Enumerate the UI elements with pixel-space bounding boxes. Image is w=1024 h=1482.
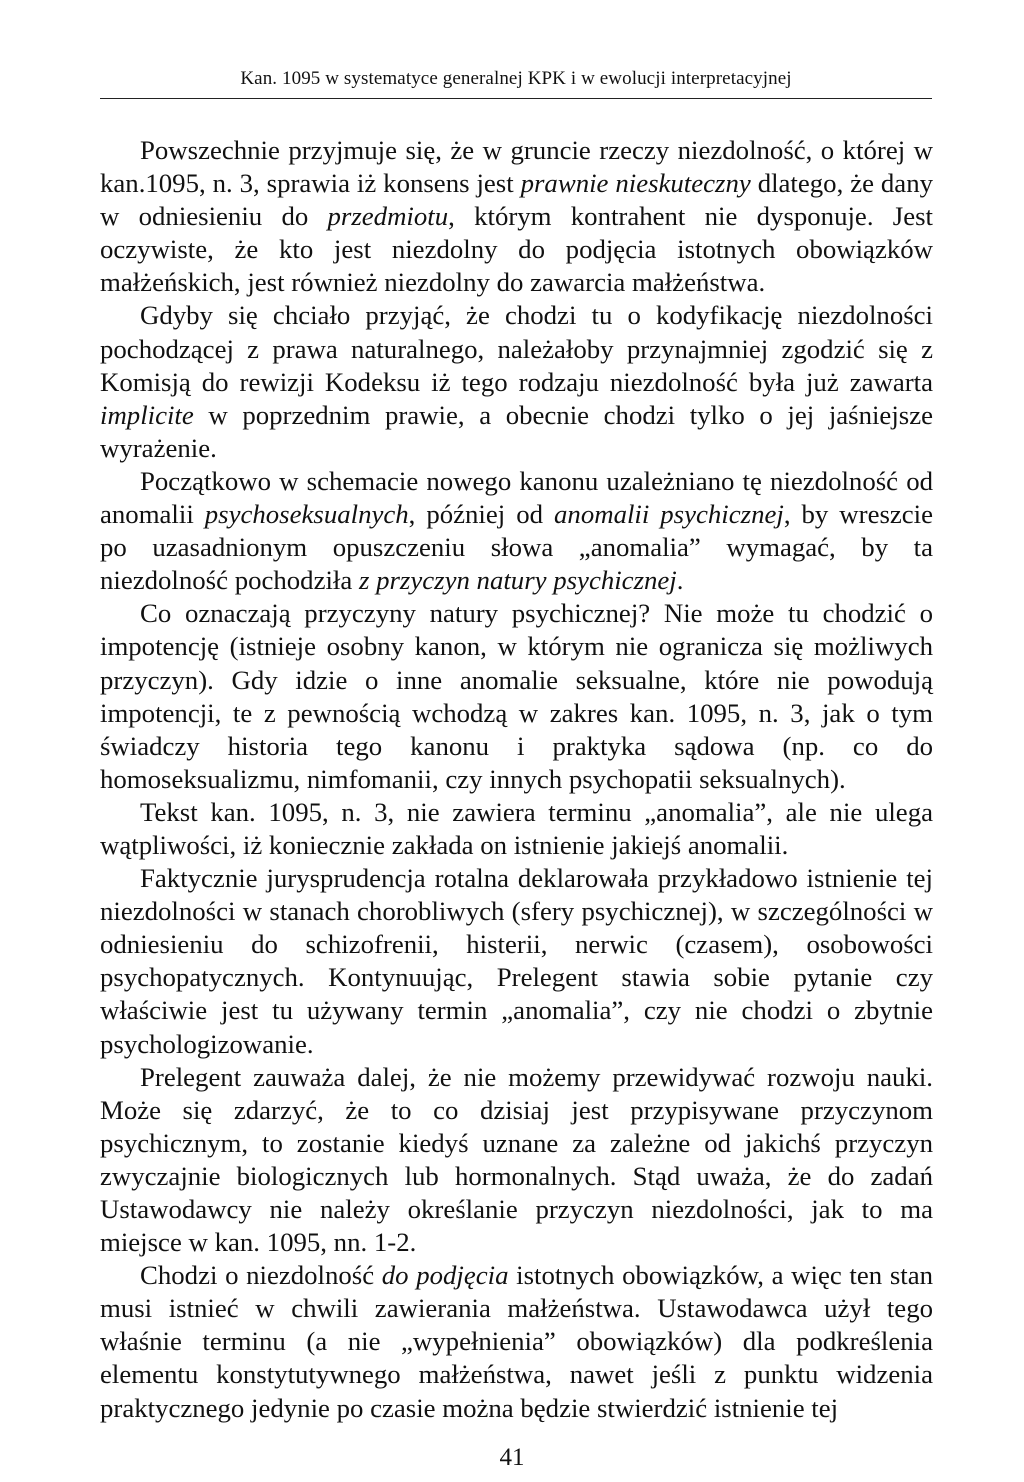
italic-text: psychoseksualnych <box>204 499 409 530</box>
paragraph <box>100 465 933 597</box>
text-run: Chodzi o niezdolność <box>140 1260 382 1291</box>
paragraph <box>100 299 933 464</box>
paragraph <box>100 597 933 796</box>
text-run: Faktycznie jurysprudencja rotalna deklarowała przykładowo istnienie tej niezdolności w stanach chorobliwych (sfery psychicznej), w szczególności w odniesieniu do schizofrenii, histerii, nerwic (czasem), osobowości psychopatycznych. Kontynuując, Prelegent stawia sobie pytanie czy właściwie jest tu używany termin „anomalia”, czy nie chodzi o zbytnie psychologizowanie. <box>100 863 933 1059</box>
italic-text: implicite <box>100 399 194 430</box>
text-run: , by wreszcie po uzasadnionym opuszczeniu słowa „anomalia” wymagać, by ta niezdolność pochodziła <box>100 499 934 596</box>
text-run: Prelegent zauważa dalej, że nie możemy przewidywać rozwoju nauki. Może się zdarzyć, że to co dzisiaj jest przypisywane przyczynom psychicznym, to zostanie kiedyś uznane za zależne od jakichś przyczyn zwyczajnie biologicznych lub hormonalnych. Stąd uważa, że do zadań Ustawodawcy nie należy określanie przyczyn niezdolności, jak to ma miejsce w kan. 1095, nn. 1-2. <box>100 1061 933 1258</box>
italic-text: z przyczyn natury psychicznej <box>358 565 677 596</box>
italic-text: prawnie nieskuteczny <box>520 168 751 199</box>
page-number: 41 <box>499 1444 525 1471</box>
text-run: Co oznaczają przyczyny natury psychicznej? Nie może tu chodzić o impotencję (istnieje osobny kanon, w którym nie ogranicza się możliwych przyczyn). Gdy idzie o inne anomalie seksualne, które nie powodują impotencji, te z pewnością wchodzą w zakres kan. 1095, n. 3, jak o tym świadczy historia tego kanonu i praktyka sądowa (np. co do homoseksualizmu, nimfomanii, czy innych psychopatii seksualnych). <box>100 598 933 794</box>
text-run: , później od <box>408 499 555 530</box>
paragraph <box>100 1061 933 1260</box>
running-header: Kan. 1095 w systematyce generalnej KPK i w ewolucji interpretacyjnej <box>240 68 792 89</box>
italic-text: anomalii psychicznej <box>554 499 784 530</box>
header-divider <box>100 98 932 99</box>
paragraph <box>100 796 933 862</box>
text-run: dlatego, że dany w odniesieniu do <box>100 168 933 232</box>
body-text <box>100 134 933 1425</box>
text-run: Tekst kan. 1095, n. 3, nie zawiera terminu „anomalia”, ale nie ulega wątpliwości, iż koniecznie zakłada on istnienie jakiejś anomalii. <box>100 796 933 860</box>
italic-text: do podjęcia <box>381 1260 509 1291</box>
text-run: Początkowo w schemacie nowego kanonu uzależniano tę niezdolność od anomalii <box>100 465 933 530</box>
text-run: , którym kontrahent nie dysponuje. Jest oczywiste, że kto jest niezdolny do podjęcia istotnych obowiązków małżeńskich, jest również niezdolny do zawarcia małżeństwa. <box>100 201 933 298</box>
text-run: w poprzednim prawie, a obecnie chodzi tylko o jej jaśniejsze wyrażenie. <box>100 399 933 463</box>
paragraph <box>100 1259 933 1424</box>
text-run: istotnych obowiązków, a więc ten stan musi istnieć w chwili zawierania małżeństwa. Ustawodawca użył tego właśnie terminu (a nie „wypełnienia” obowiązków) dla podkreślenia elementu konstytutywnego małżeństwa, nawet jeśli z punktu widzenia praktycznego jedynie po czasie można będzie stwierdzić istnienie tej <box>100 1260 933 1423</box>
paragraph <box>100 862 933 1061</box>
text-run: . <box>676 565 684 596</box>
paragraph <box>100 134 933 299</box>
text-run: Gdyby się chciało przyjąć, że chodzi tu o kodyfikację niezdolności pochodzącej z prawa naturalnego, należałoby przynajmniej zgodzić się z Komisją do rewizji Kodeksu iż tego rodzaju niezdolność była już zawarta <box>100 300 933 397</box>
italic-text: przedmiotu <box>327 201 449 232</box>
text-run: Powszechnie przyjmuje się, że w gruncie rzeczy niezdolność, o której w kan.1095, n. 3, sprawia iż konsens jest <box>100 135 933 199</box>
